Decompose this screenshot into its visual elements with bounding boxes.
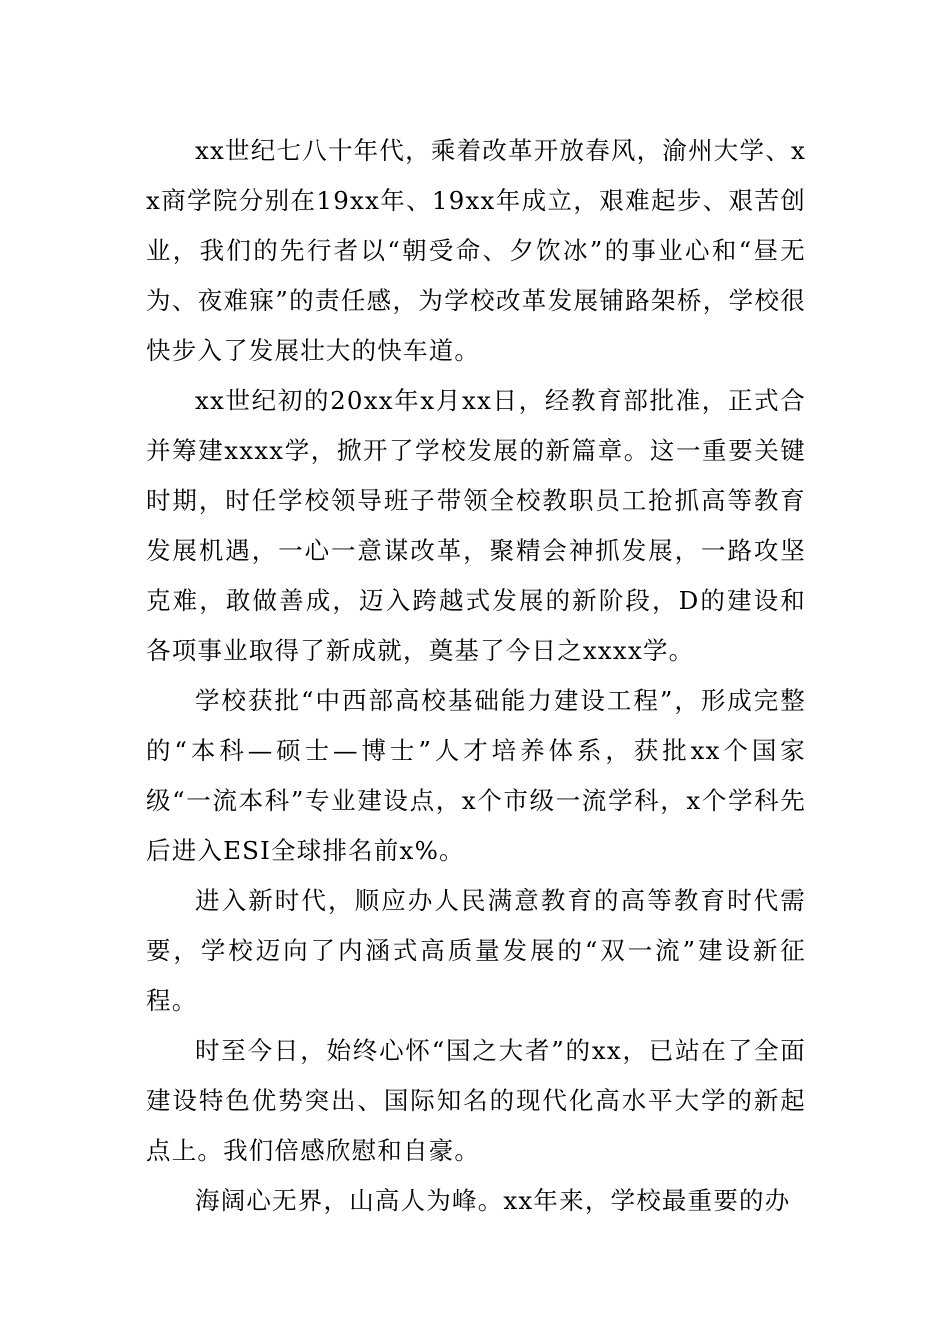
paragraph-4: 进入新时代，顺应办人民满意教育的高等教育时代需要，学校迈向了内涵式高质量发展的“双一流”建设新征程。: [146, 886, 806, 1015]
paragraph-3: 学校获批“中西部高校基础能力建设工程”，形成完整的“本科—硕士—博士”人才培养体系，获批xx个国家级“一流本科”专业建设点，x个市级一流学科，x个学科先后进入ESI全球排名前x%。: [146, 686, 806, 865]
paragraph-6: 海阔心无界，山高人为峰。xx年来，学校最重要的办: [195, 1186, 791, 1215]
paragraph-1: xx世纪七八十年代，乘着改革开放春风，渝州大学、xx商学院分别在19xx年、19xx年成立，艰难起步、艰苦创业，我们的先行者以“朝受命、夕饮冰”的事业心和“昼无为、夜难寐”的责任感，为学校改革发展铺路架桥，学校很快步入了发展壮大的快车道。: [146, 136, 806, 365]
paragraph-2: xx世纪初的20xx年x月xx日，经教育部批准，正式合并筹建xxxx学，掀开了学校发展的新篇章。这一重要关键时期，时任学校领导班子带领全校教职员工抢抓高等教育发展机遇，一心一意谋改革，聚精会神抓发展，一路攻坚克难，敢做善成，迈入跨越式发展的新阶段，D的建设和各项事业取得了新成就，奠基了今日之xxxx学。: [146, 386, 806, 665]
paragraph-5: 时至今日，始终心怀“国之大者”的xx，已站在了全面建设特色优势突出、国际知名的现代化高水平大学的新起点上。我们倍感欣慰和自豪。: [146, 1036, 806, 1165]
document-body: [146, 126, 806, 1226]
